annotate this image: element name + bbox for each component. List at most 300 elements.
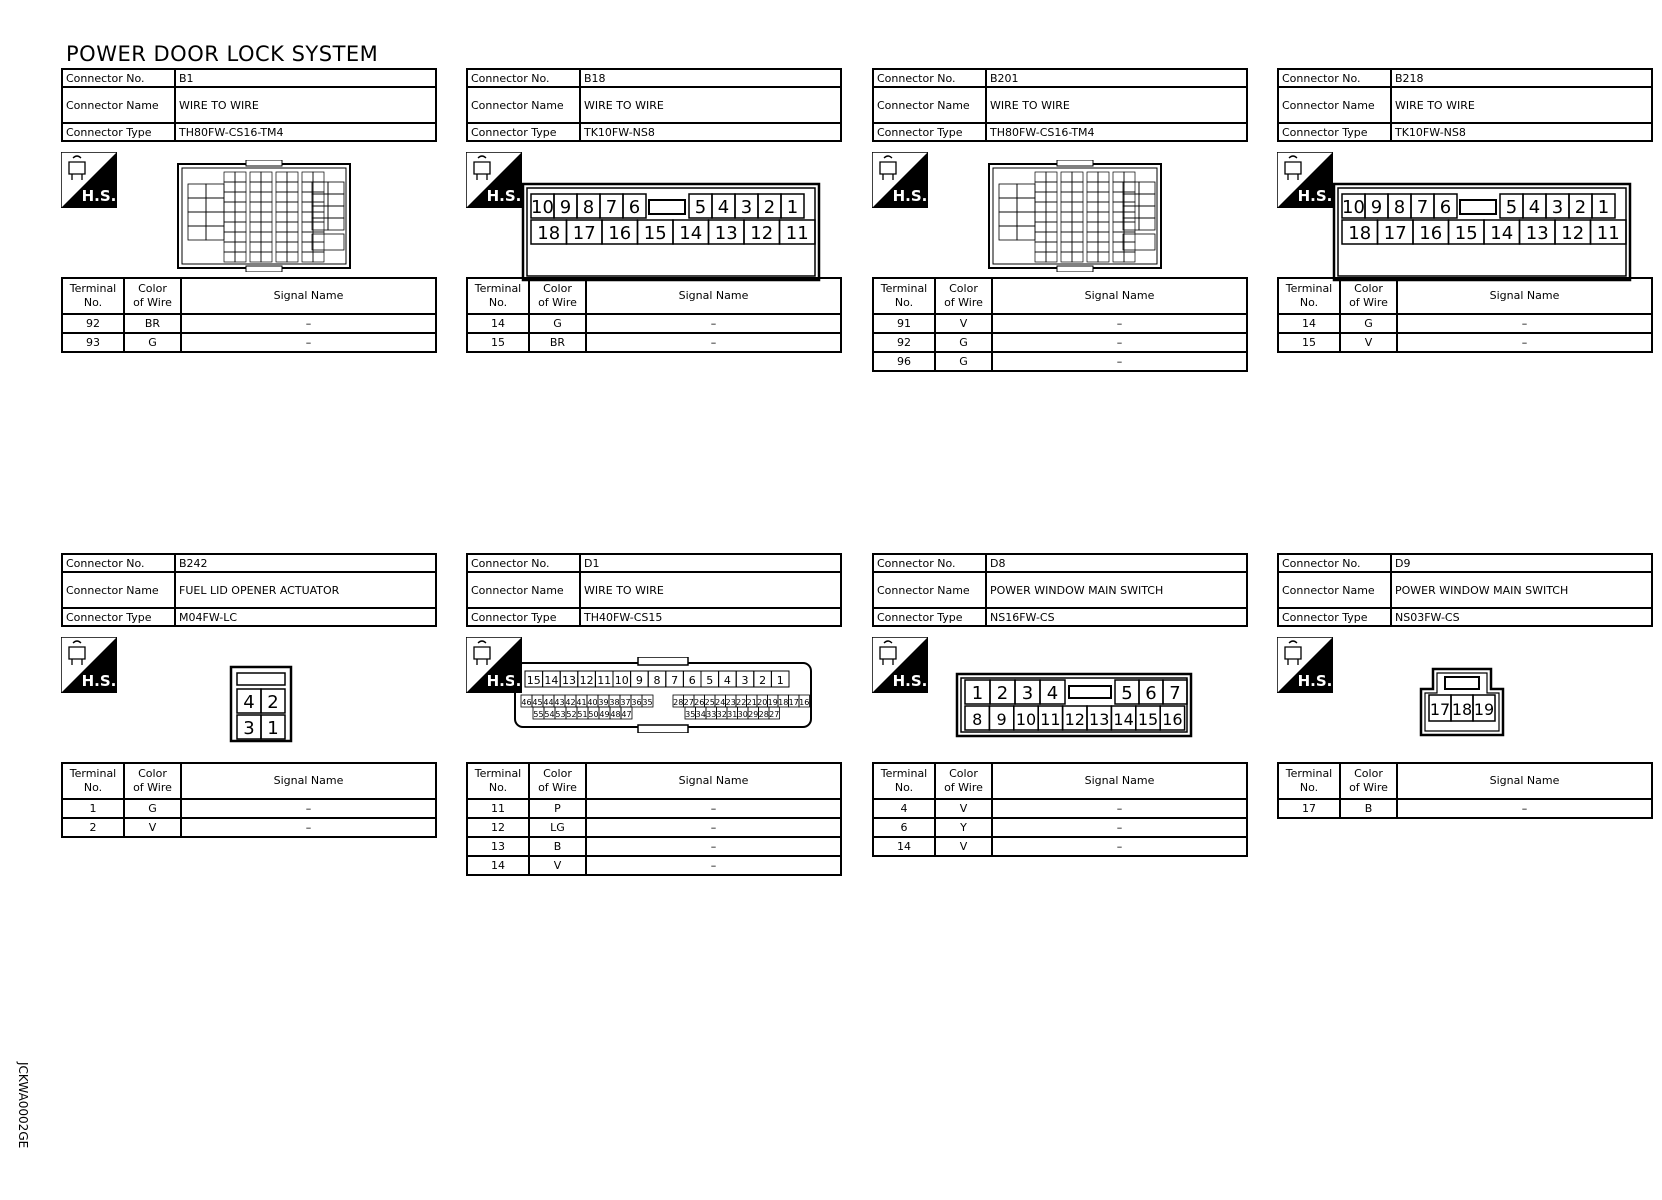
pin-cavity [287,182,298,192]
terminal-row [62,818,436,837]
pin-label: 1 [971,683,984,704]
pin-label: 7 [671,674,679,687]
connector-no-label: Connector No. [873,554,986,572]
pin-cavity [1046,222,1057,232]
connector-name-value: WIRE TO WIRE [986,87,1247,123]
pin-cavity [1046,232,1057,242]
signal-name: – [992,799,1247,818]
signal-name-header: Signal Name [1397,763,1652,799]
terminal-table [466,277,842,353]
pin-label: 19 [1473,700,1495,719]
pin-cavity [302,212,313,222]
pin-cavity [224,252,235,262]
signal-name-header: Signal Name [181,278,436,314]
terminal-no: 14 [873,837,935,856]
pin-cavity [312,218,328,230]
pin-label: 3 [1021,683,1034,704]
pin-label: 8 [972,710,983,729]
terminal-row [467,314,841,333]
pin-cavity [313,212,324,222]
terminal-row [873,818,1247,837]
pin-cavity [1087,182,1098,192]
pin-cavity [224,242,235,252]
pin-label: 8 [582,197,595,218]
connector-type-value: NS16FW-CS [986,608,1247,626]
pin-cavity [1061,172,1072,182]
harness-side-icon [466,152,522,208]
pin-cavity [313,202,324,212]
signal-name: – [992,837,1247,856]
pin-label: 29 [748,710,759,719]
connector-type-value: TK10FW-NS8 [1391,123,1652,141]
pin-cavity [1017,184,1035,198]
wire-color: V [935,799,992,818]
pin-label: 30 [737,710,748,719]
signal-name-header: Signal Name [1397,278,1652,314]
signal-name: – [992,333,1247,352]
pin-cavity [1098,242,1109,252]
pin-label: 41 [576,698,587,707]
pin-label: 3 [1551,197,1564,218]
pin-cavity [1017,226,1035,240]
pin-cavity [1113,222,1124,232]
pin-cavity [261,252,272,262]
pin-label: 15 [1454,223,1478,244]
pin-cavity [1035,252,1046,262]
pin-label: 21 [746,698,757,707]
terminal-table [872,762,1248,857]
pin-label: 11 [1040,710,1061,729]
pin-cavity [328,218,344,230]
terminal-table [61,762,437,838]
pin-cavity [1124,172,1135,182]
terminal-row [467,818,841,837]
pin-cavity [224,182,235,192]
connector-no-label: Connector No. [62,554,175,572]
pin-cavity [1035,222,1046,232]
pin-cavity [1098,222,1109,232]
pin-label: 6 [1145,683,1157,704]
connector-no-value: D9 [1391,554,1652,572]
signal-name-header: Signal Name [586,278,841,314]
connector-type-value: TH40FW-CS15 [580,608,841,626]
pin-label: 32 [716,710,727,719]
pin-cavity [261,242,272,252]
pin-cavity [1017,212,1035,226]
signal-name: – [181,333,436,352]
pin-label: 27 [683,698,694,707]
terminal-no: 2 [62,818,124,837]
pin-label: 1 [786,197,799,218]
pin-label: 53 [555,710,566,719]
connector-type-value: TH80FW-CS16-TM4 [175,123,436,141]
wire-color: B [1340,799,1397,818]
pin-label: 38 [609,698,620,707]
pin-label: 42 [565,698,576,707]
connector-type-label: Connector Type [1278,608,1391,626]
pin-label: 47 [621,710,632,719]
pin-cavity [999,226,1017,240]
connector-face-tk10 [521,182,821,282]
pin-label: 31 [727,710,738,719]
connector-type-value: TH80FW-CS16-TM4 [986,123,1247,141]
connector-panel-d1 [466,553,842,876]
pin-cavity [1113,192,1124,202]
pin-cavity [261,202,272,212]
pin-cavity [1017,198,1035,212]
pin-label: 14 [1113,710,1134,729]
connector-panel-b218 [1277,68,1653,353]
pin-cavity [276,212,287,222]
pin-label: 7 [1416,197,1429,218]
pin-cavity [313,222,324,232]
connector-figure [61,627,437,762]
pin-label: 2 [267,692,279,713]
pin-cavity [276,242,287,252]
pin-cavity [1087,192,1098,202]
pin-label: 22 [736,698,747,707]
pin-cavity [1035,232,1046,242]
pin-cavity [276,202,287,212]
connector-type-label: Connector Type [467,608,580,626]
pin-cavity [206,212,224,226]
connector-face-tk10 [1332,182,1632,282]
pin-label: 10 [531,197,554,218]
pin-cavity [224,222,235,232]
signal-name: – [586,837,841,856]
pin-cavity [235,222,246,232]
pin-cavity [1072,172,1083,182]
pin-cavity [287,252,298,262]
pin-cavity [1061,192,1072,202]
wire-color: G [935,352,992,371]
connector-name-label: Connector Name [467,572,580,608]
pin-cavity [1061,222,1072,232]
pin-label: 55 [533,710,544,719]
pin-label: 13 [1089,710,1110,729]
pin-cavity [188,212,206,226]
pin-cavity [206,226,224,240]
pin-label: 14 [1490,223,1514,244]
pin-label: 14 [544,674,559,687]
pin-cavity [1087,212,1098,222]
pin-label: 39 [598,698,609,707]
pin-label: 4 [717,197,730,218]
pin-label: 5 [1505,197,1518,218]
pin-cavity [1061,182,1072,192]
pin-cavity [313,182,324,192]
connector-no-label: Connector No. [467,554,580,572]
connector-info-table [61,553,437,627]
pin-label: 17 [1383,223,1407,244]
pin-label: 37 [620,698,631,707]
pin-cavity [1124,182,1135,192]
terminal-table [1277,277,1653,353]
connector-info-table [466,553,842,627]
pin-label: 4 [243,692,255,713]
pin-cavity [287,192,298,202]
connector-info-table [1277,68,1653,142]
connector-figure [872,142,1248,277]
terminal-row [873,352,1247,371]
pin-label: 9 [996,710,1007,729]
terminal-table [466,762,842,876]
signal-name: – [992,818,1247,837]
pin-cavity [1098,212,1109,222]
pin-cavity [250,182,261,192]
pin-label: 23 [725,698,736,707]
pin-cavity [1072,252,1083,262]
pin-cavity [313,172,324,182]
pin-label: 2 [763,197,776,218]
signal-name: – [181,314,436,333]
wire-color: G [1340,314,1397,333]
pin-cavity [1139,218,1155,230]
signal-name: – [992,314,1247,333]
connector-no-label: Connector No. [62,69,175,87]
connector-type-value: NS03FW-CS [1391,608,1652,626]
pin-label: 36 [631,698,642,707]
terminal-table [1277,762,1653,819]
pin-cavity [276,182,287,192]
harness-side-icon [1277,152,1333,208]
wire-color: Y [935,818,992,837]
terminal-no: 96 [873,352,935,371]
signal-name-header: Signal Name [586,763,841,799]
pin-cavity [313,232,324,242]
pin-cavity [1098,192,1109,202]
pin-cavity [250,212,261,222]
hs-label: H.S. [1297,672,1333,690]
connector-name-label: Connector Name [62,87,175,123]
pin-cavity [235,182,246,192]
pin-label: 34 [695,710,706,719]
terminal-no-header: Terminal No. [62,763,124,799]
connector-name-label: Connector Name [1278,87,1391,123]
terminal-no: 6 [873,818,935,837]
harness-side-icon [61,637,117,693]
pin-cavity [302,172,313,182]
connector-panel-d9 [1277,553,1653,819]
wire-color: V [935,837,992,856]
pin-label: 40 [587,698,598,707]
terminal-no: 15 [467,333,529,352]
terminal-row [467,837,841,856]
signal-name: – [586,856,841,875]
connector-no-value: B1 [175,69,436,87]
pin-cavity [1072,202,1083,212]
connector-no-label: Connector No. [467,69,580,87]
hs-label: H.S. [81,187,117,205]
pin-label: 9 [559,197,572,218]
pin-label: 46 [521,698,532,707]
wire-color: V [935,314,992,333]
signal-name-header: Signal Name [992,763,1247,799]
pin-label: 6 [628,197,641,218]
harness-side-icon [872,152,928,208]
diagram-code: JCKWA0002GE [16,1062,30,1149]
connector-info-table [872,68,1248,142]
color-of-wire-header: Color of Wire [124,763,181,799]
terminal-no-header: Terminal No. [1278,278,1340,314]
pin-label: 6 [1439,197,1452,218]
pin-label: 4 [1046,683,1059,704]
connector-panel-b1 [61,68,437,353]
pin-label: 8 [1393,197,1406,218]
terminal-no: 92 [873,333,935,352]
pin-cavity [188,198,206,212]
pin-cavity [302,232,313,242]
pin-cavity [1061,242,1072,252]
pin-cavity [287,232,298,242]
hs-label: H.S. [486,672,522,690]
pin-label: 25 [704,698,715,707]
terminal-row [873,314,1247,333]
connector-face-ns16 [955,672,1193,738]
terminal-no: 4 [873,799,935,818]
terminal-row [1278,333,1652,352]
connector-name-label: Connector Name [1278,572,1391,608]
pin-cavity [1139,182,1155,194]
pin-cavity [1113,172,1124,182]
connector-name-label: Connector Name [467,87,580,123]
pin-label: 16 [1162,710,1183,729]
connector-name-value: WIRE TO WIRE [175,87,436,123]
pin-label: 8 [653,674,661,687]
terminal-no-header: Terminal No. [1278,763,1340,799]
pin-label: 1 [1597,197,1610,218]
connector-panel-b18 [466,68,842,353]
pin-label: 13 [562,674,576,687]
wire-color: G [124,799,181,818]
wire-color: G [935,333,992,352]
connector-type-label: Connector Type [873,608,986,626]
pin-cavity [261,232,272,242]
pin-cavity [1113,182,1124,192]
pin-cavity [1087,222,1098,232]
terminal-no: 11 [467,799,529,818]
pin-cavity [1046,182,1057,192]
connector-figure [466,627,842,762]
pin-label: 1 [776,674,784,687]
pin-cavity [250,252,261,262]
signal-name-header: Signal Name [992,278,1247,314]
color-of-wire-header: Color of Wire [529,278,586,314]
pin-cavity [1072,212,1083,222]
pin-cavity [276,172,287,182]
pin-cavity [287,222,298,232]
connector-figure [1277,142,1653,277]
pin-cavity [1123,194,1139,206]
terminal-row [467,856,841,875]
terminal-row [62,799,436,818]
pin-label: 33 [706,710,717,719]
pin-cavity [1124,212,1135,222]
pin-label: 18 [1348,223,1372,244]
terminal-row [873,333,1247,352]
pin-cavity [1046,202,1057,212]
pin-cavity [261,222,272,232]
pin-cavity [261,172,272,182]
pin-cavity [1087,242,1098,252]
pin-cavity [1098,202,1109,212]
pin-cavity [235,212,246,222]
connector-type-label: Connector Type [467,123,580,141]
terminal-no-header: Terminal No. [467,763,529,799]
pin-cavity [188,226,206,240]
terminal-row [1278,799,1652,818]
pin-cavity [1123,218,1139,230]
pin-label: 9 [1370,197,1383,218]
wire-color: LG [529,818,586,837]
pin-cavity [250,222,261,232]
hs-label: H.S. [892,187,928,205]
pin-cavity [235,172,246,182]
lock-tab [1069,686,1111,698]
connector-type-label: Connector Type [1278,123,1391,141]
terminal-no: 14 [467,856,529,875]
pin-label: 51 [577,710,588,719]
pin-label: 26 [694,698,705,707]
pin-cavity [1035,242,1046,252]
pin-cavity [224,202,235,212]
pin-cavity [276,252,287,262]
pin-label: 10 [1342,197,1365,218]
connector-face-th40 [513,657,813,733]
pin-label: 43 [554,698,565,707]
terminal-no: 12 [467,818,529,837]
pin-cavity [235,202,246,212]
pin-cavity [287,212,298,222]
pin-cavity [287,242,298,252]
pin-cavity [302,222,313,232]
pin-cavity [1035,202,1046,212]
pin-cavity [1046,252,1057,262]
pin-cavity [235,232,246,242]
connector-panel-d8 [872,553,1248,857]
pin-cavity [302,182,313,192]
pin-cavity [1124,242,1135,252]
pin-cavity [276,222,287,232]
pin-cavity [302,202,313,212]
pin-label: 44 [543,698,554,707]
lock-tab [1445,677,1479,689]
connector-info-table [466,68,842,142]
connector-type-value: M04FW-LC [175,608,436,626]
pin-label: 3 [243,718,255,739]
signal-name: – [586,314,841,333]
pin-cavity [250,232,261,242]
connector-figure [466,142,842,277]
pin-cavity [261,192,272,202]
terminal-row [873,837,1247,856]
pin-cavity [250,192,261,202]
pin-cavity [1124,232,1135,242]
connector-face-th80 [176,160,352,272]
pin-cavity [276,232,287,242]
terminal-no: 92 [62,314,124,333]
pin-cavity [328,182,344,194]
terminal-no: 14 [1278,314,1340,333]
pin-label: 12 [579,674,594,687]
pin-cavity [313,252,324,262]
pin-label: 35 [685,710,696,719]
pin-label: 14 [679,223,703,244]
pin-cavity [1087,202,1098,212]
terminal-no: 1 [62,799,124,818]
connector-no-value: B218 [1391,69,1652,87]
connector-face-ns03 [1419,667,1505,737]
